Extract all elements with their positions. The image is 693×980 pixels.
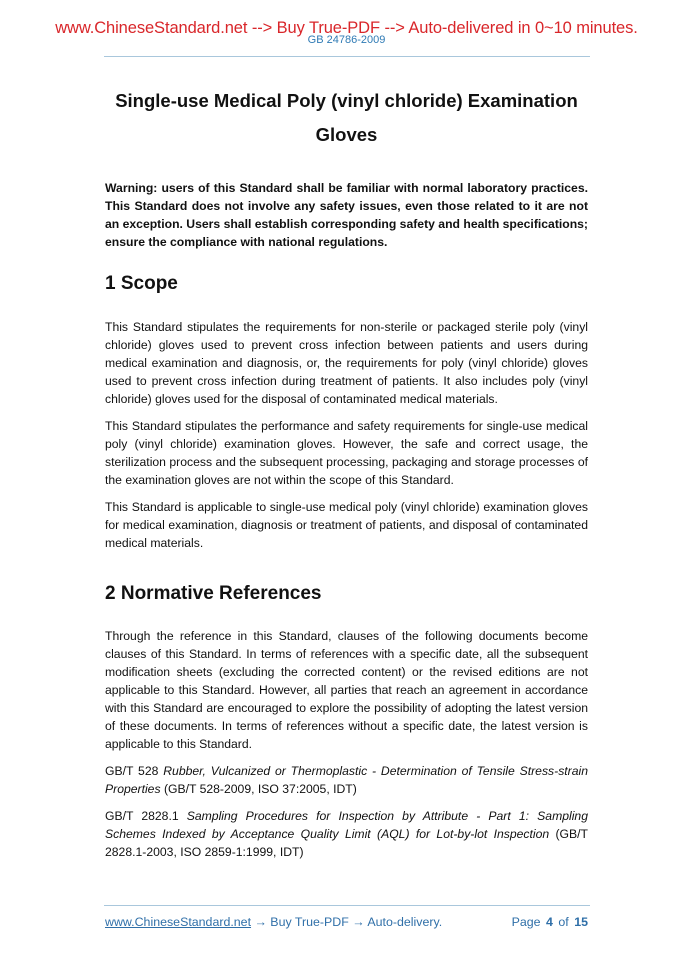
reference-code: GB/T 528 bbox=[105, 764, 159, 778]
page-footer bbox=[105, 915, 588, 929]
scope-body bbox=[105, 318, 588, 561]
document-title bbox=[90, 84, 603, 152]
section-heading-normative-references: 2 Normative References bbox=[105, 583, 322, 604]
reference-entry bbox=[105, 807, 588, 861]
reference-code: GB/T 2828.1 bbox=[105, 809, 179, 823]
scope-paragraph: This Standard is applicable to single-use medical poly (vinyl chloride) examination gloves for medical examination, diagnosis or treatment of patients, and disposal of contaminated medical materials. bbox=[105, 500, 588, 550]
header-divider bbox=[104, 56, 590, 57]
scope-paragraph: This Standard stipulates the requirements for non-sterile or packaged sterile poly (vinyl chloride) gloves used to prevent cross infection between patients and users during medical examination and diagnosis, or, the requirements for poly (vinyl chloride) gloves used to prevent cross infection during treatment of patients. It also includes poly (vinyl chloride) gloves used for the disposal of contaminated medical materials. bbox=[105, 320, 588, 406]
reference-equivalence: (GB/T 528-2009, ISO 37:2005, IDT) bbox=[163, 782, 357, 796]
scope-paragraph: This Standard stipulates the performance and safety requirements for single-use medical poly (vinyl chloride) examination gloves. However, the safe and correct usage, the sterilization process and the subsequent processing, packaging and storage processes of the examination gloves are not within the scope of this Standard. bbox=[105, 419, 588, 487]
promo-banner[interactable]: www.ChineseStandard.net --> Buy True-PDF --> Auto-delivered in 0~10 minutes. bbox=[55, 19, 638, 37]
page-current: 4 bbox=[546, 915, 553, 929]
footer-divider bbox=[104, 905, 590, 906]
page-of: of bbox=[558, 915, 569, 929]
title-line-1: Single-use Medical Poly (vinyl chloride) Examination bbox=[115, 90, 578, 111]
normative-references-body bbox=[105, 627, 588, 870]
footer-promo-text: → Buy True-PDF → Auto-delivery. bbox=[251, 915, 443, 929]
page-indicator bbox=[510, 915, 588, 929]
title-line-2: Gloves bbox=[315, 124, 378, 145]
page-total: 15 bbox=[574, 915, 588, 929]
reference-entry bbox=[105, 762, 588, 798]
page-label: Page bbox=[511, 915, 541, 929]
section-heading-scope: 1 Scope bbox=[105, 273, 178, 294]
document-number: GB 24786-2009 bbox=[307, 34, 386, 46]
warning-paragraph: Warning: users of this Standard shall be familiar with normal laboratory practices. This Standard does not involve any safety issues, even those related to it are not an exception. Users shall establish corresponding safety and health specifications; ensure the compliance with national regulations. bbox=[105, 181, 588, 249]
reference-title: Rubber, Vulcanized or Thermoplastic - Determination of Tensile Stress-strain Properties bbox=[105, 764, 588, 796]
footer-link[interactable]: www.ChineseStandard.net bbox=[105, 915, 252, 929]
reference-title: Sampling Procedures for Inspection by Attribute - Part 1: Sampling Schemes Indexed by Acceptance Quality Limit (AQL) for Lot-by-lot Inspection bbox=[105, 809, 588, 841]
footer-promo bbox=[105, 915, 442, 929]
references-intro-paragraph: Through the reference in this Standard, clauses of the following documents become clauses of this Standard. In terms of references with a specific date, all the subsequent modification sheets (excluding the corrected content) or the revised editions are not applicable to this Standard. However, all parties that reach an agreement in accordance with this Standard are encouraged to explore the possibility of adopting the latest version of these documents. In terms of references without a specific date, the latest version is applicable to this Standard. bbox=[105, 629, 588, 751]
reference-equivalence: (GB/T 2828.1-2003, ISO 2859-1:1999, IDT) bbox=[105, 827, 588, 859]
